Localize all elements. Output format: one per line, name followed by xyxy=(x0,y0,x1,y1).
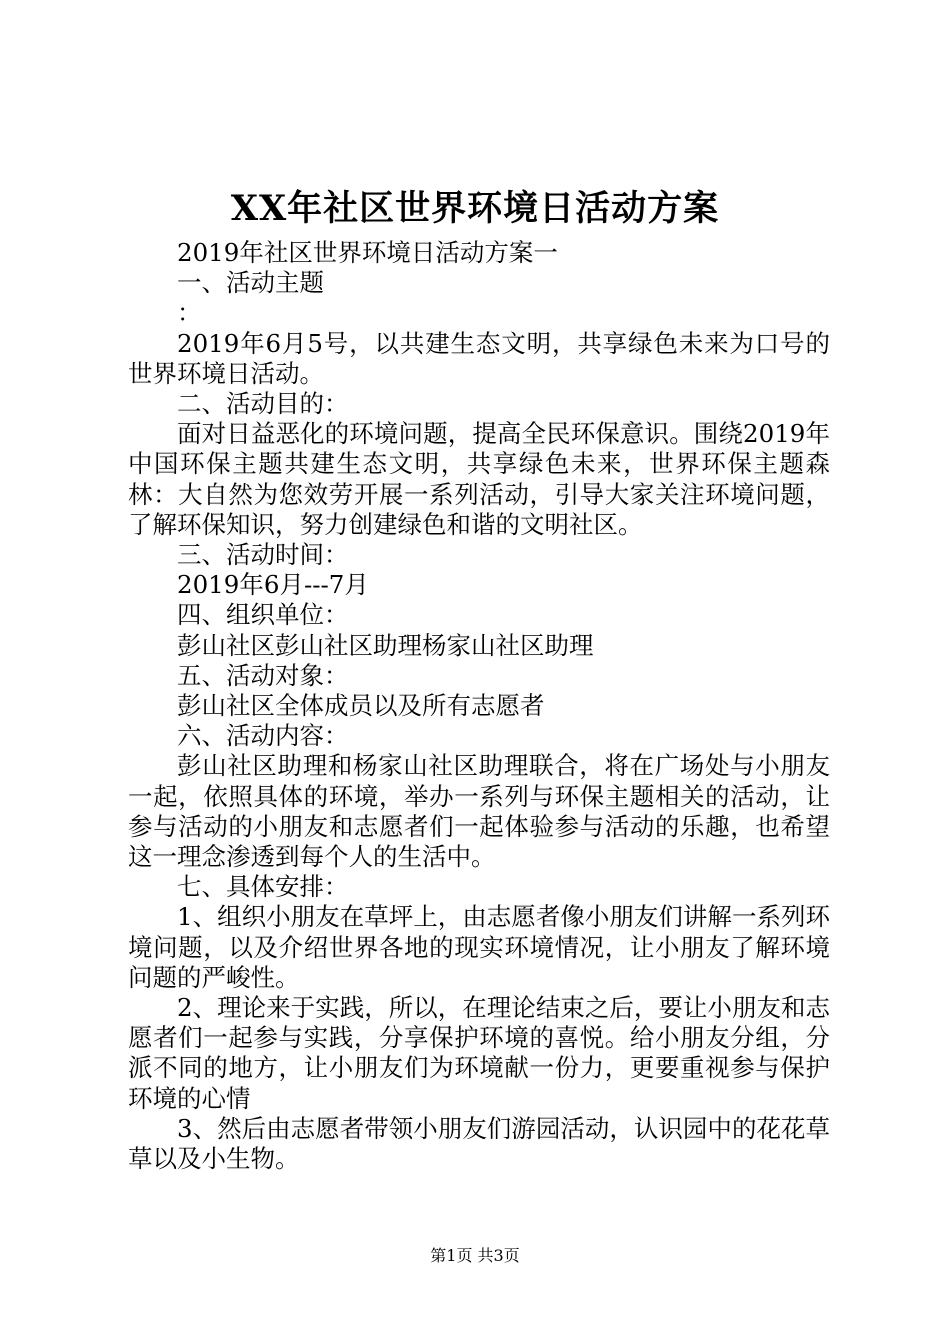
page-number-footer: 第1页 共3页 xyxy=(430,1246,520,1265)
paragraph-organizer: 彭山社区彭山社区助理杨家山社区助理 xyxy=(177,630,594,660)
heading-organizer: 四、组织单位： xyxy=(177,600,349,630)
heading-time: 三、活动时间： xyxy=(177,540,349,570)
paragraph-arrangement-3: 3、然后由志愿者带领小朋友们游园活动，认识园中的花花草草以及小生物。 xyxy=(128,1113,830,1174)
heading-content: 六、活动内容： xyxy=(177,721,349,751)
paragraph-purpose: 面对日益恶化的环境问题，提高全民环保意识。围绕2019年中国环保主题共建生态文明，共享绿色未来，世界环保主题森林：大自然为您效劳开展一系列活动，引导大家关注环境问题，了解环保知识，努力创建绿色和谐的文明社区。 xyxy=(128,419,830,539)
heading-purpose: 二、活动目的： xyxy=(177,389,349,419)
paragraph-arrangement-1: 1、组织小朋友在草坪上，由志愿者像小朋友们讲解一系列环境问题，以及介绍世界各地的现实环境情况，让小朋友了解环境问题的严峻性。 xyxy=(128,902,830,992)
document-title: XX年社区世界环境日活动方案 xyxy=(230,188,720,229)
heading-theme: 一、活动主题 xyxy=(177,268,324,298)
paragraph-arrangement-2: 2、理论来于实践，所以，在理论结束之后，要让小朋友和志愿者们一起参与实践，分享保护环境的喜悦。给小朋友分组，分派不同的地方，让小朋友们为环境献一份力，更要重视参与保护环境的心情 xyxy=(128,993,830,1113)
heading-participants: 五、活动对象： xyxy=(177,660,349,690)
paragraph-participants: 彭山社区全体成员以及所有志愿者 xyxy=(177,691,545,721)
paragraph-plan-subtitle: 2019年社区世界环境日活动方案一 xyxy=(177,238,558,267)
heading-arrangement: 七、具体安排： xyxy=(177,872,349,902)
paragraph-time: 2019年6月---7月 xyxy=(177,570,369,600)
paragraph-content: 彭山社区助理和杨家山社区助理联合，将在广场处与小朋友一起，依照具体的环境，举办一系列与环保主题相关的活动，让参与活动的小朋友和志愿者们一起体验参与活动的乐趣，也希望这一理念渗透到每个人的生活中。 xyxy=(128,751,830,872)
paragraph-colon: ： xyxy=(177,298,202,328)
paragraph-theme: 2019年6月5号，以共建生态文明，共享绿色未来为口号的世界环境日活动。 xyxy=(128,328,830,388)
document-body xyxy=(128,238,830,1174)
